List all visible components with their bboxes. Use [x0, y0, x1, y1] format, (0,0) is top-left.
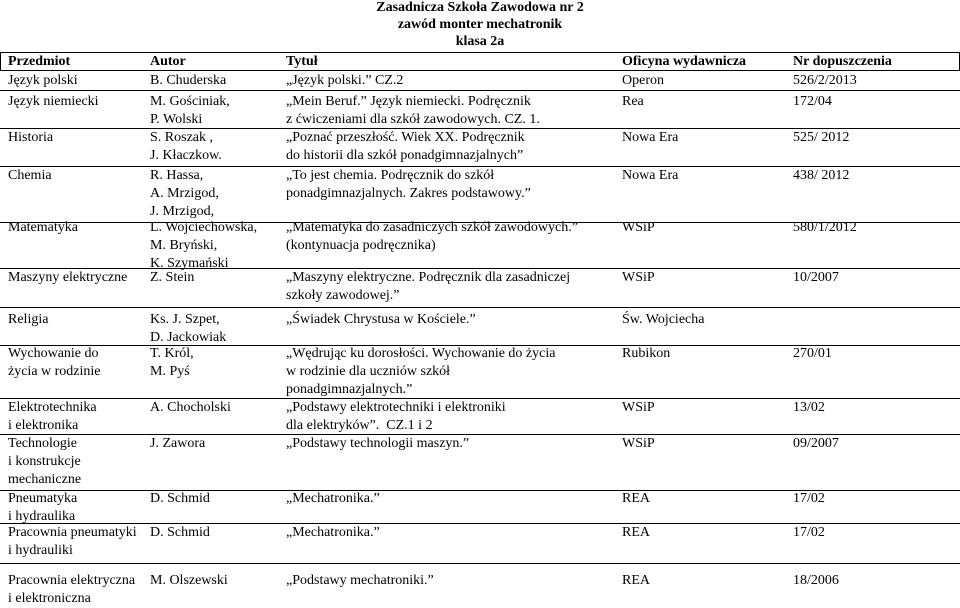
publisher-cell: Św. Wojciecha — [622, 312, 705, 327]
approval-number-cell: 10/2007 — [793, 270, 839, 285]
approval-number-cell: 17/02 — [793, 491, 825, 506]
author-cell: S. Roszak , — [150, 130, 213, 145]
approval-number-cell: 526/2/2013 — [793, 73, 857, 88]
publisher-cell: Nowa Era — [622, 130, 679, 145]
title-cell: „Mechatronika.” — [286, 525, 380, 540]
subject-cell: Technologie — [8, 436, 77, 451]
author-cell: M. Olszewski — [150, 573, 228, 588]
subject-cell: Pneumatyka — [8, 491, 78, 506]
title-cell: „Podstawy elektrotechniki i elektroniki — [286, 400, 506, 415]
subject-cell: i hydraulika — [8, 509, 76, 524]
subject-cell: i elektroniczna — [8, 591, 91, 606]
title-cell: „Matematyka do zasadniczych szkół zawodowych.” — [286, 220, 578, 235]
subject-cell: Wychowanie do — [8, 346, 99, 361]
title-cell: „To jest chemia. Podręcznik do szkół — [286, 168, 495, 183]
subject-cell: życia w rodzinie — [8, 364, 101, 379]
subject-cell: i konstrukcje — [8, 454, 81, 469]
author-cell: A. Chocholski — [150, 400, 231, 415]
title-cell: w rodzinie dla uczniów szkół — [286, 364, 451, 379]
author-cell: Ks. J. Szpet, — [150, 312, 220, 327]
table-rule — [0, 398, 960, 399]
approval-number-cell: 17/02 — [793, 525, 825, 540]
publisher-cell: REA — [622, 491, 650, 506]
subject-cell: Elektrotechnika — [8, 400, 97, 415]
approval-number-cell: 18/2006 — [793, 573, 839, 588]
author-cell: J. Zawora — [150, 436, 206, 451]
publisher-cell: WSiP — [622, 270, 655, 285]
table-rule — [0, 434, 960, 435]
author-cell: T. Król, — [150, 346, 194, 361]
author-cell: J. Kłaczkow. — [150, 148, 222, 163]
subject-cell: Język polski — [8, 73, 78, 88]
publisher-cell: Rubikon — [622, 346, 671, 361]
author-cell: D. Jackowiak — [150, 330, 227, 345]
table-rule — [0, 166, 960, 167]
publisher-cell: REA — [622, 573, 650, 588]
class-name: klasa 2a — [455, 34, 505, 49]
subject-cell: Maszyny elektryczne — [8, 270, 128, 285]
subject-cell: i hydrauliki — [8, 543, 73, 558]
table-rule — [0, 268, 960, 269]
title-cell: (kontynuacja podręcznika) — [286, 238, 436, 253]
author-cell: Z. Stein — [150, 270, 195, 285]
header-author: Autor — [150, 54, 186, 69]
table-rule — [0, 307, 960, 308]
publisher-cell: WSiP — [622, 220, 655, 235]
author-cell: B. Chuderska — [150, 73, 227, 88]
publisher-cell: Rea — [622, 94, 644, 109]
approval-number-cell: 13/02 — [793, 400, 825, 415]
subject-cell: Pracownia pneumatyki — [8, 525, 137, 540]
author-cell: L. Wojciechowska, — [150, 220, 258, 235]
table-rule — [0, 563, 960, 564]
title-cell: „Mein Beruf.” Język niemiecki. Podręcznik — [286, 94, 531, 109]
author-cell: A. Mrzigod, — [150, 186, 219, 201]
subject-cell: Chemia — [8, 168, 52, 183]
title-cell: z ćwiczeniami dla szkół zawodowych. CZ. 1. — [286, 112, 540, 127]
title-cell: „Maszyny elektryczne. Podręcznik dla zasadniczej — [286, 270, 571, 285]
table-rule — [0, 52, 960, 53]
title-cell: „Podstawy mechatroniki.” — [286, 573, 434, 588]
subject-cell: Pracownia elektryczna — [8, 573, 136, 588]
header-publisher: Oficyna wydawnicza — [622, 54, 747, 69]
title-cell: „Język polski.” CZ.2 — [286, 73, 404, 88]
subject-cell: Język niemiecki — [8, 94, 99, 109]
publisher-cell: WSiP — [622, 436, 655, 451]
title-cell: „Mechatronika.” — [286, 491, 380, 506]
title-cell: ponadgimnazjalnych.” — [286, 382, 413, 397]
table-rule — [0, 128, 960, 129]
author-cell: K. Szymański — [150, 256, 229, 271]
approval-number-cell: 438/ 2012 — [793, 168, 850, 183]
school-name: Zasadnicza Szkoła Zawodowa nr 2 — [376, 0, 584, 15]
author-cell: P. Wolski — [150, 112, 203, 127]
author-cell: M. Bryński, — [150, 238, 218, 253]
title-cell: ponadgimnazjalnych. Zakres podstawowy.” — [286, 186, 531, 201]
title-cell: „Wędrując ku dorosłości. Wychowanie do życia — [286, 346, 556, 361]
publisher-cell: Nowa Era — [622, 168, 679, 183]
subject-cell: Religia — [8, 312, 49, 327]
table-rule — [0, 523, 960, 524]
subject-cell: mechaniczne — [8, 472, 82, 487]
publisher-cell: Operon — [622, 73, 664, 88]
title-cell: do historii dla szkół ponadgimnazjalnych” — [286, 148, 524, 163]
table-rule — [0, 90, 960, 91]
subject-cell: Matematyka — [8, 220, 78, 235]
approval-number-cell: 270/01 — [793, 346, 832, 361]
table-rule — [0, 52, 1, 70]
author-cell: D. Schmid — [150, 525, 210, 540]
header-title: Tytuł — [286, 54, 318, 69]
approval-number-cell: 525/ 2012 — [793, 130, 850, 145]
title-cell: szkoły zawodowej.” — [286, 288, 400, 303]
subject-cell: Historia — [8, 130, 54, 145]
author-cell: M. Pyś — [150, 364, 190, 379]
title-cell: „Świadek Chrystusa w Kościele.” — [286, 312, 476, 327]
author-cell: M. Gościniak, — [150, 94, 230, 109]
title-cell: „Poznać przeszłość. Wiek XX. Podręcznik — [286, 130, 525, 145]
profession-name: zawód monter mechatronik — [397, 17, 563, 32]
header-number: Nr dopuszczenia — [793, 54, 892, 69]
publisher-cell: WSiP — [622, 400, 655, 415]
header-subject: Przedmiot — [8, 54, 71, 69]
subject-cell: i elektronika — [8, 418, 79, 433]
approval-number-cell: 09/2007 — [793, 436, 839, 451]
publisher-cell: REA — [622, 525, 650, 540]
table-rule — [0, 70, 960, 71]
author-cell: D. Schmid — [150, 491, 210, 506]
title-cell: „Podstawy technologii maszyn.” — [286, 436, 470, 451]
title-cell: dla elektryków”. CZ.1 i 2 — [286, 418, 433, 433]
approval-number-cell: 172/04 — [793, 94, 832, 109]
approval-number-cell: 580/1/2012 — [793, 220, 857, 235]
author-cell: J. Mrzigod, — [150, 204, 215, 219]
author-cell: R. Hassa, — [150, 168, 204, 183]
